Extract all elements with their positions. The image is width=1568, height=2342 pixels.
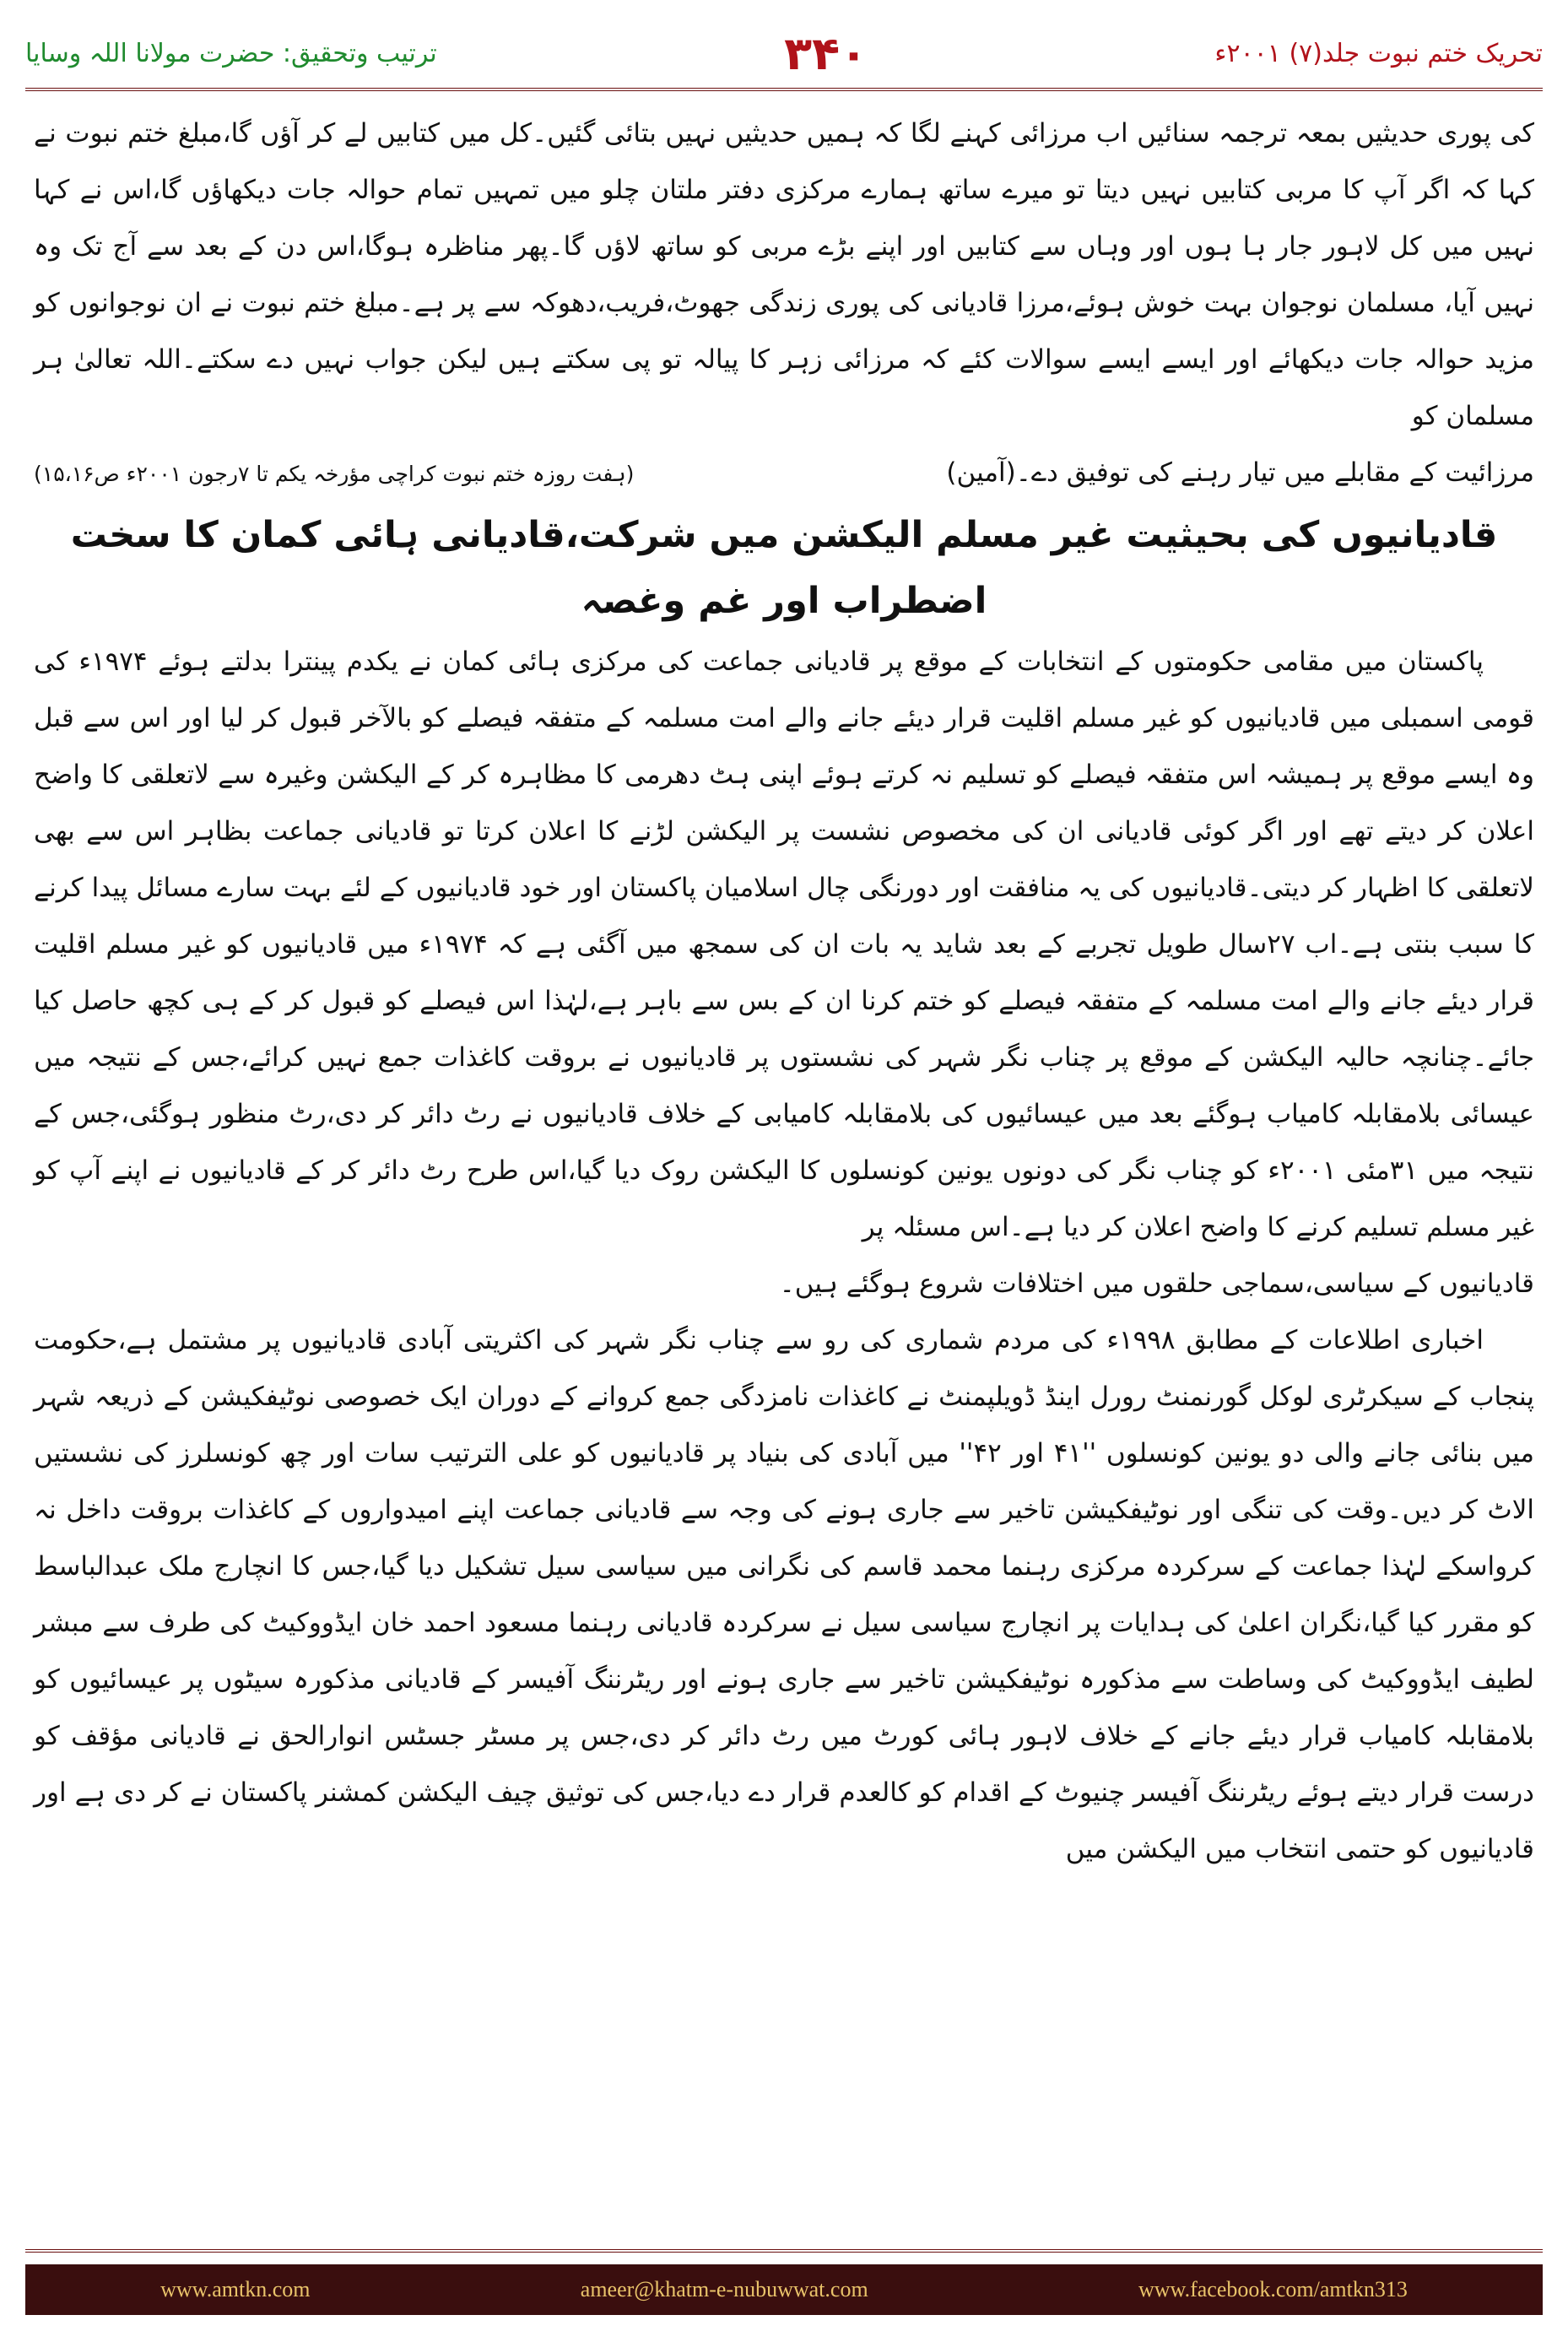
page-header <box>25 24 1543 83</box>
paragraph-2-closing: قادیانیوں کے سیاسی،سماجی حلقوں میں اختلافات شروع ہوگئے ہیں۔ <box>779 1268 1534 1299</box>
footer-facebook-link[interactable]: www.facebook.com/amtkn313 <box>1138 2277 1408 2301</box>
paragraph-2: پاکستان میں مقامی حکومتوں کے انتخابات کے موقع پر قادیانی جماعت کی مرکزی ہائی کمان نے یکدم پینترا بدلتے ہوئے ۱۹۷۴ء کی قومی اسمبلی میں قادیانیوں کو غیر مسلم اقلیت قرار دیئے جانے والے امت مسلمہ کے متفقہ فیصلے کو بالآخر قبول کر لیا اور اس سے قبل وہ ایسے موقع پر ہمیشہ اس متفقہ فیصلے کو تسلیم نہ کرتے ہوئے اپنی ہٹ دھرمی کا مظاہرہ کر کے الیکشن وغیرہ سے لاتعلقی کا واضح اعلان کر دیتے تھے اور اگر کوئی قادیانی ان کی مخصوص نشست پر الیکشن لڑنے کا اعلان کرتا تو قادیانی جماعت بظاہر اس سے بھی لاتعلقی کا اظہار کر دیتی۔قادیانیوں کی یہ منافقت اور دورنگی چال اسلامیان پاکستان اور خود قادیانیوں کے لئے بہت سارے مسائل پیدا کرنے کا سبب بنتی ہے۔اب ۲۷سال طویل تجربے کے بعد شاید یہ بات ان کی سمجھ میں آگئی ہے کہ ۱۹۷۴ء میں قادیانیوں کو غیر مسلم اقلیت قرار دیئے جانے والے امت مسلمہ کے متفقہ فیصلے کو ختم کرنا ان کے بس سے باہر ہے،لہٰذا اس فیصلے کو قبول کر کے ہی کچھ حاصل کیا جائے۔چنانچہ حالیہ الیکشن کے موقع پر چناب نگر شہر کی نشستوں پر قادیانیوں نے بروقت کاغذات جمع نہیں کرائے،جس کے نتیجہ میں عیسائی بلامقابلہ کامیاب ہوگئے بعد میں عیسائیوں کی بلامقابلہ کامیابی کے خلاف قادیانیوں نے رٹ دائر کر دی،رٹ منظور ہوگئی،جس کے نتیجہ میں ۳۱مئی ۲۰۰۱ء کو چناب نگر کی دونوں یونین کونسلوں کا الیکشن روک دیا گیا،اس طرح رٹ دائر کر کے قادیانیوں نے اپنے آپ کو غیر مسلم تسلیم کرنے کا واضح اعلان کر دیا ہے۔اس مسئلہ پر <box>34 646 1535 1242</box>
source-citation: (ہفت روزہ ختم نبوت کراچی مؤرخہ یکم تا ۷رجون ۲۰۰۱ء ص۱۵،۱۶) <box>34 462 635 486</box>
footer-website-link[interactable]: www.amtkn.com <box>160 2277 311 2301</box>
header-book-title: تحریک ختم نبوت جلد(۷) ۲۰۰۱ء <box>1214 38 1543 68</box>
page-number: ۳۴۰ <box>784 26 868 80</box>
header-divider <box>25 88 1543 91</box>
footer-email-link[interactable]: ameer@khatm-e-nubuwwat.com <box>580 2277 868 2301</box>
footer-divider <box>25 2249 1543 2253</box>
paragraph-1-closing-row <box>34 445 1534 502</box>
header-compiler: ترتیب وتحقیق: حضرت مولانا اللہ وسایا <box>25 38 437 68</box>
paragraph-1-closing: مرزائیت کے مقابلے میں تیار رہنے کی توفیق دے۔(آمین) <box>946 457 1534 488</box>
footer-bar <box>25 2264 1543 2315</box>
page-footer <box>0 2249 1568 2342</box>
paragraph-1: کی پوری حدیثیں بمعہ ترجمہ سنائیں اب مرزائی کہنے لگا کہ ہمیں حدیثیں نہیں بتائی گئیں۔کل میں کتابیں لے کر آؤں گا،مبلغ ختم نبوت نے کہا کہ اگر آپ کا مربی کتابیں نہیں دیتا تو میرے ساتھ ہمارے مرکزی دفتر ملتان چلو میں تمہیں تمام حوالہ جات دیکھاؤں گا،اس نے کہا نہیں میں کل لاہور جار ہا ہوں اور وہاں سے کتابیں اور اپنے بڑے مربی کو ساتھ لاؤں گا۔پھر مناظرہ ہوگا،اس دن کے بعد سے آج تک وہ نہیں آیا، مسلمان نوجوان بہت خوش ہوئے،مرزا قادیانی کی پوری زندگی جھوٹ،فریب،دھوکہ سے پر ہے۔مبلغ ختم نبوت نے ان نوجوانوں کو مزید حوالہ جات دیکھائے اور ایسے ایسے سوالات کئے کہ مرزائی زہر کا پیالہ تو پی سکتے ہیں لیکن جواب نہیں دے سکتے۔اللہ تعالیٰ ہر مسلمان کو <box>34 118 1534 431</box>
paragraph-3: اخباری اطلاعات کے مطابق ۱۹۹۸ء کی مردم شماری کی رو سے چناب نگر شہر کی اکثریتی آبادی قادیانیوں پر مشتمل ہے،حکومت پنجاب کے سیکرٹری لوکل گورنمنٹ رورل اینڈ ڈویلپمنٹ نے کاغذات نامزدگی جمع کروانے کے دوران ایک خصوصی نوٹیفکیشن کے ذریعہ شہر میں بنائی جانے والی دو یونین کونسلوں ''۴۱ اور ۴۲'' میں آبادی کی بنیاد پر قادیانیوں کو علی الترتیب سات اور چھ کونسلرز کی نشستیں الاٹ کر دیں۔وقت کی تنگی اور نوٹیفکیشن تاخیر سے جاری ہونے کی وجہ سے قادیانی جماعت اپنے امیدواروں کے کاغذات بروقت داخل نہ کرواسکے لہٰذا جماعت کے سرکردہ مرکزی رہنما محمد قاسم کی نگرانی میں سیاسی سیل تشکیل دیا گیا،جس کا انچارج ملک عبدالباسط کو مقرر کیا گیا،نگران اعلیٰ کی ہدایات پر انچارج سیاسی سیل نے سرکردہ قادیانی رہنما مسعود احمد خان ایڈووکیٹ کی طرف سے مبشر لطیف ایڈووکیٹ کی وساطت سے مذکورہ نوٹیفکیشن تاخیر سے جاری ہونے اور ریٹرننگ آفیسر کے قادیانی مذکورہ سیٹوں پر عیسائیوں کو بلامقابلہ کامیاب قرار دیئے جانے کے خلاف لاہور ہائی کورٹ میں رٹ دائر کر دی،جس پر مسٹر جسٹس انوارالحق نے قادیانی مؤقف کو درست قرار دیتے ہوئے ریٹرننگ آفیسر چنیوٹ کے اقدام کو کالعدم قرار دے دیا،جس کی توثیق چیف الیکشن کمشنر پاکستان نے کر دی ہے اور قادیانیوں کو حتمی انتخاب میں الیکشن میں <box>34 1325 1534 1864</box>
page-body <box>34 105 1534 2215</box>
section-heading: قادیانیوں کی بحیثیت غیر مسلم الیکشن میں شرکت،قادیانی ہائی کمان کا سخت اضطراب اور غم وغصہ <box>70 514 1498 622</box>
